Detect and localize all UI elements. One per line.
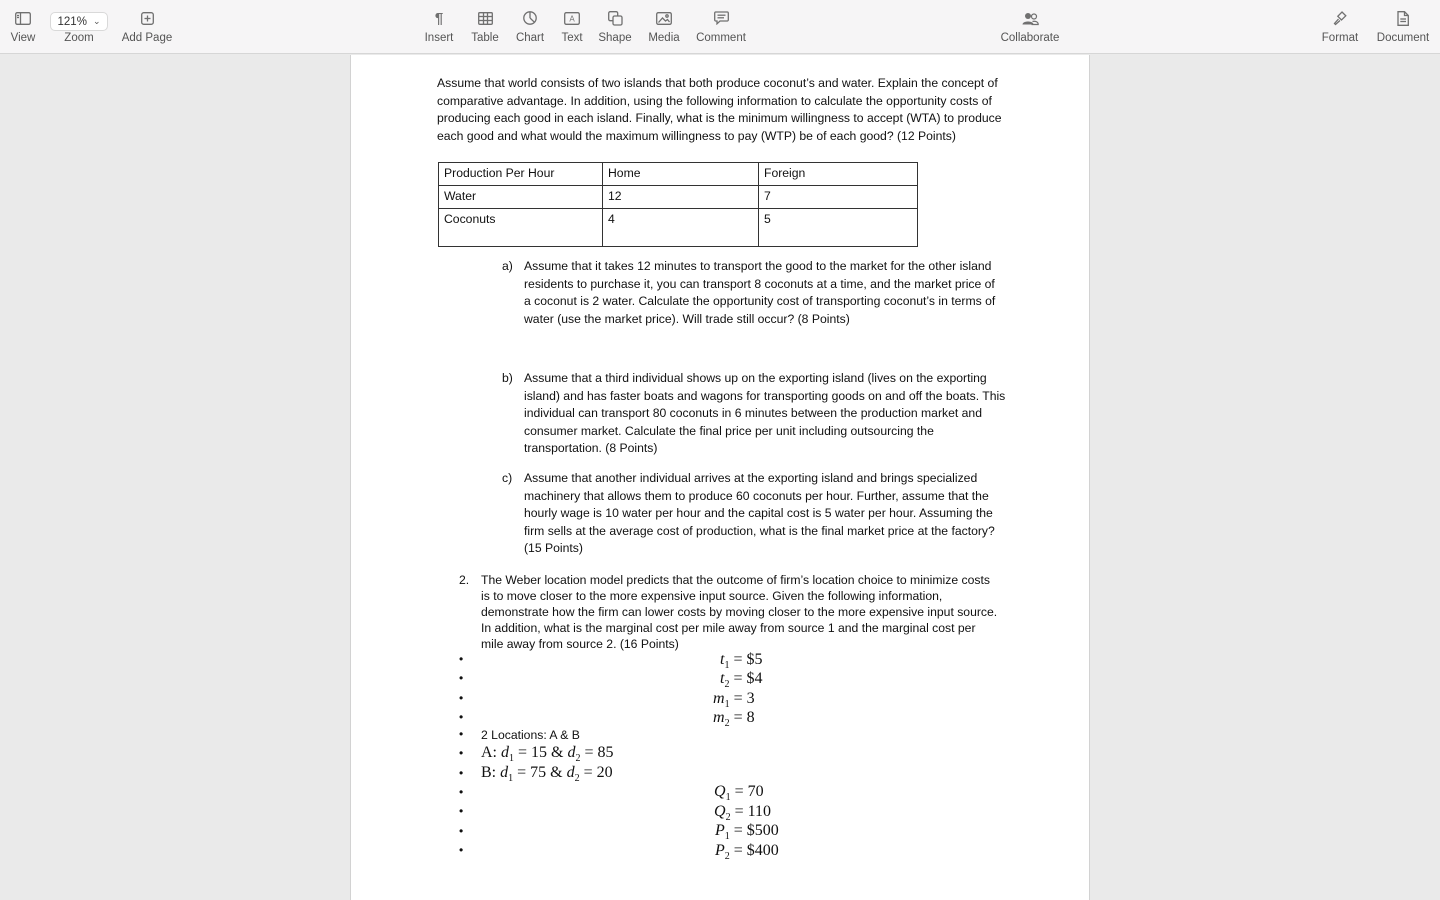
- math-subscript: 1: [725, 792, 731, 804]
- chevron-down-icon: ⌄: [92, 16, 101, 26]
- table-header-cell[interactable]: Foreign: [759, 163, 918, 186]
- zoom-value: 121%: [57, 15, 87, 28]
- intro-paragraph[interactable]: Assume that world consists of two islands that both produce coconut’s and water. Explain the concept of comparative advantage. In addition, using the following information to calculate the opportunity costs of producing each good in each island. Finally, what is the minimum willingness to accept (WTA) to produce each good and what would the maximum willingness to pay (WTP) be of each good? (12 Points): [437, 76, 1002, 143]
- table-header-cell[interactable]: Production Per Hour: [439, 163, 603, 186]
- equation-location-b[interactable]: [481, 764, 613, 784]
- add-page-icon: [141, 12, 154, 25]
- ampersand: &: [547, 744, 568, 761]
- math-subscript: 2: [724, 851, 730, 863]
- table-row: [439, 186, 918, 209]
- format-label: Format: [1321, 32, 1359, 44]
- view-label: View: [10, 32, 36, 44]
- table-label: Table: [471, 32, 499, 44]
- chart-icon: [523, 11, 537, 25]
- text-line: island) and has faster boats and wagons for transporting goods on and off the boats. This: [524, 388, 1006, 403]
- text-button[interactable]: [556, 0, 588, 54]
- math-symbol: d: [567, 744, 576, 761]
- collaborate-button[interactable]: [996, 0, 1064, 54]
- paragraph-icon: ¶: [434, 9, 444, 27]
- text-line: water (use the market price). Will trade still occur? (8 Points): [524, 311, 850, 326]
- media-icon: [656, 12, 672, 25]
- list-marker: b): [502, 371, 513, 385]
- bullet: •: [459, 843, 464, 857]
- math-symbol: d: [501, 744, 509, 761]
- text-line: Assume that another individual arrives at the exporting island and brings specialized: [524, 471, 978, 485]
- shape-button[interactable]: [596, 0, 634, 54]
- math-subscript: 1: [724, 660, 730, 672]
- text-line: (15 Points): [524, 541, 583, 556]
- collaborate-label: Collaborate: [1000, 32, 1060, 44]
- collaborate-icon: [1022, 11, 1039, 26]
- toolbar: [0, 0, 1440, 54]
- equation-p1[interactable]: [715, 822, 779, 842]
- ampersand: &: [546, 764, 567, 781]
- text-line: transportation. (8 Points): [524, 441, 658, 456]
- math-symbol: Q: [714, 783, 726, 800]
- view-button[interactable]: [8, 0, 38, 54]
- math-symbol: d: [500, 764, 509, 781]
- add-page-label: Add Page: [121, 32, 173, 44]
- math-value: = 110: [730, 803, 771, 820]
- math-symbol: t: [720, 651, 725, 668]
- text-box-icon: [564, 12, 580, 25]
- math-subscript: 1: [509, 753, 514, 765]
- list-marker: c): [502, 471, 513, 485]
- text-line: Assume that it takes 12 minutes to transport the good to the market for the other island: [524, 259, 992, 273]
- equation-p2[interactable]: [715, 842, 779, 862]
- text-line: individual can transport 80 coconuts in 6 minutes between the production market and: [524, 406, 982, 421]
- math-value: = $5: [729, 651, 763, 668]
- zoom-select[interactable]: [50, 12, 108, 31]
- location-prefix: B:: [481, 764, 501, 781]
- table-header-cell[interactable]: Home: [603, 163, 759, 186]
- table-cell[interactable]: Coconuts: [439, 209, 603, 247]
- bullet: •: [459, 746, 464, 760]
- document-icon: [1397, 11, 1409, 26]
- media-label: Media: [648, 32, 680, 44]
- math-value: = 3: [729, 690, 755, 707]
- shape-label: Shape: [598, 32, 632, 44]
- chart-label: Chart: [515, 32, 545, 44]
- math-symbol: P: [715, 822, 725, 839]
- math-value: = $400: [729, 842, 779, 859]
- bullet: •: [459, 824, 464, 838]
- table-cell[interactable]: 7: [759, 186, 918, 209]
- bullet: •: [459, 785, 464, 799]
- math-subscript: 1: [508, 773, 514, 785]
- table-icon: [478, 12, 493, 25]
- math-symbol: m: [713, 690, 725, 707]
- bullet: •: [459, 727, 464, 741]
- equation-t1[interactable]: [720, 651, 762, 671]
- equation-m2[interactable]: [713, 709, 755, 729]
- text-line: firm sells at the average cost of production, what is the final market price at the factory?: [524, 523, 995, 538]
- production-table[interactable]: [438, 162, 918, 247]
- zoom-label: Zoom: [64, 32, 94, 44]
- bullet: •: [459, 652, 464, 666]
- math-value: = $4: [729, 670, 763, 687]
- math-symbol: Q: [714, 803, 726, 820]
- math-value: = 8: [729, 709, 755, 726]
- math-subscript: 2: [575, 753, 581, 765]
- math-value: = 75: [513, 764, 547, 781]
- chart-button[interactable]: [512, 0, 548, 54]
- zoom-control[interactable]: [48, 0, 110, 54]
- math-value: = 70: [730, 783, 764, 800]
- text-label: Text: [561, 32, 583, 44]
- equation-t2[interactable]: [720, 670, 762, 690]
- sidebar-icon: [15, 12, 31, 25]
- text-line: a coconut is 2 water. Calculate the opportunity cost of transporting coconut’s in terms of: [524, 294, 996, 309]
- list-marker: a): [502, 259, 513, 273]
- math-subscript: 2: [724, 718, 730, 730]
- math-symbol: t: [720, 670, 725, 687]
- math-subscript: 2: [724, 679, 730, 691]
- shape-icon: [608, 11, 623, 26]
- location-prefix: A:: [481, 744, 501, 761]
- text-line: demonstrate how the firm can lower costs by moving closer to the more expensive input source.: [481, 605, 998, 619]
- equation-q1[interactable]: [714, 783, 764, 803]
- equation-location-a[interactable]: [481, 744, 614, 764]
- equation-m1[interactable]: [713, 690, 755, 710]
- bullet: •: [459, 671, 464, 685]
- table-cell[interactable]: Water: [439, 186, 603, 209]
- svg-text:A: A: [569, 14, 575, 23]
- document-button[interactable]: [1372, 0, 1434, 54]
- add-page-button[interactable]: [118, 0, 176, 54]
- text-line: In addition, what is the marginal cost per mile away from source 1 and the marginal cost per: [481, 621, 976, 635]
- text-line: hourly wage is 10 water per hour and the capital cost is 5 water per hour. Assuming the: [524, 506, 993, 521]
- bullet: •: [459, 804, 464, 818]
- format-button[interactable]: [1318, 0, 1362, 54]
- text-line: is to move closer to the more expensive input source. Given the following information,: [481, 589, 943, 603]
- math-symbol: m: [713, 709, 725, 726]
- comment-button[interactable]: [694, 0, 748, 54]
- math-symbol: P: [715, 842, 725, 859]
- text-line: machinery that allows them to produce 60 coconuts per hour. Further, assume that the: [524, 488, 989, 503]
- text-line: consumer market. Calculate the final price per unit including outsourcing the: [524, 423, 934, 438]
- math-subscript: 1: [724, 699, 730, 711]
- comment-label: Comment: [696, 32, 746, 44]
- math-value: = $500: [729, 822, 779, 839]
- math-value: = 20: [579, 764, 613, 781]
- math-subscript: 1: [724, 831, 730, 843]
- document-label: Document: [1376, 32, 1430, 44]
- bullet: •: [459, 766, 464, 780]
- document-body: [437, 75, 1017, 145]
- table-button[interactable]: [468, 0, 502, 54]
- table-cell[interactable]: 12: [603, 186, 759, 209]
- table-cell[interactable]: 4: [603, 209, 759, 247]
- table-row: [439, 209, 918, 247]
- math-value: = 15: [514, 744, 548, 761]
- text-line: residents to purchase it, you can transport 8 coconuts at a time, and the market price of: [524, 276, 995, 291]
- list-marker: 2.: [459, 573, 470, 587]
- equation-q2[interactable]: [714, 803, 771, 823]
- text-line: The Weber location model predicts that the outcome of firm’s location choice to minimize costs: [481, 573, 990, 587]
- insert-label: Insert: [424, 32, 454, 44]
- comment-icon: [714, 11, 729, 25]
- bullet: •: [459, 691, 464, 705]
- bullet: •: [459, 710, 464, 724]
- math-subscript: 2: [574, 773, 580, 785]
- table-cell[interactable]: 5: [759, 209, 918, 247]
- locations-text[interactable]: 2 Locations: A & B: [481, 728, 580, 742]
- paintbrush-icon: [1333, 11, 1347, 26]
- media-button[interactable]: [644, 0, 684, 54]
- math-subscript: 2: [725, 812, 731, 824]
- text-line: Assume that a third individual shows up on the exporting island (lives on the exporting: [524, 371, 987, 385]
- math-symbol: d: [566, 764, 575, 781]
- math-value: = 85: [580, 744, 614, 761]
- text-line: mile away from source 2. (16 Points): [481, 637, 679, 651]
- table-header-row: [439, 163, 918, 186]
- insert-button[interactable]: [421, 0, 457, 54]
